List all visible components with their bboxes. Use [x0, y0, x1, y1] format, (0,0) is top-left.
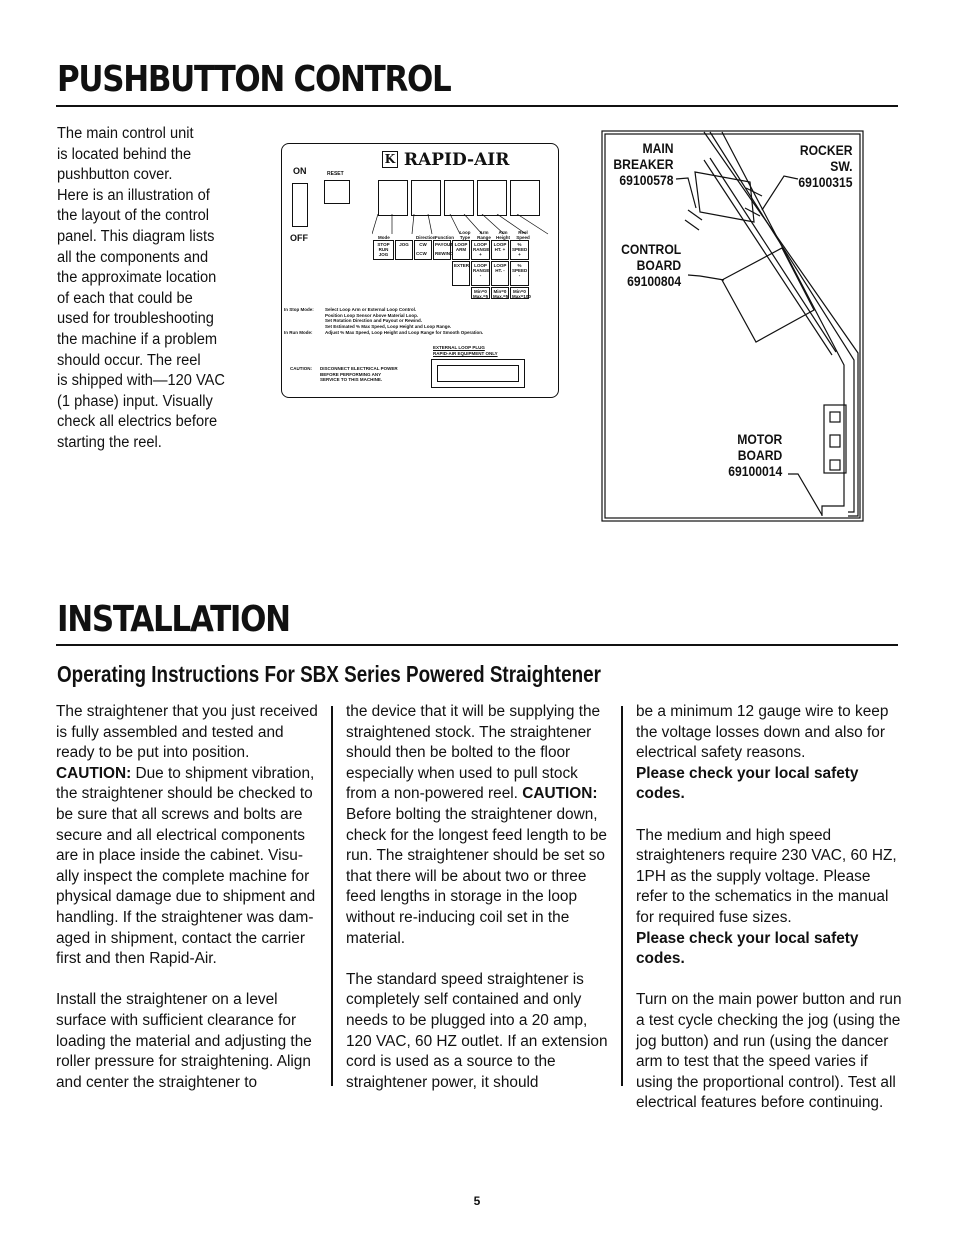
stop-mode-line: Set Rotation Direction and Payout or Rewind.	[325, 318, 423, 324]
col1-caution: CAUTION:	[56, 764, 132, 782]
panel-button[interactable]: % SPEED -	[510, 261, 529, 286]
column-3	[636, 702, 902, 1114]
panel-button-alt-label: REWIND	[435, 251, 454, 256]
col1-caution-text: Due to shipment vibration, the straightener should be checked to be sure that all screws and bolts are secure and all electrical components are in place inside the cabinet. Visu-ally inspect the complete machine for physical damage due to shipment and handling. If the straightener was dam-aged in shipment, contact the carrier first and then Rapid-Air.	[56, 764, 316, 968]
intro-line: the machine if a problem	[57, 330, 218, 348]
intro-line: all the components and	[57, 248, 209, 266]
panel-button[interactable]: JOG	[395, 240, 413, 260]
hdr-mode: Mode	[378, 235, 390, 240]
col3-safety-note-1: Please check your local safety codes.	[636, 764, 859, 803]
panel-button[interactable]: EXTER.	[452, 261, 470, 286]
hdr-arm-range: Arm Range	[477, 230, 491, 240]
hdr-arm-height: Arm Height	[496, 230, 510, 240]
hdr-reel-speed: Reel Speed	[516, 230, 530, 240]
power-switch[interactable]	[292, 183, 308, 227]
intro-line: (1 phase) input. Visually	[57, 392, 213, 410]
stop-mode-line: Select Loop Arm or External Loop Control.	[325, 307, 417, 312]
intro-line: Here is an illustration of	[57, 186, 210, 204]
panel-button[interactable]: LOOP RANGE -	[471, 261, 490, 286]
title-rule	[56, 105, 898, 107]
installation-subtitle: Operating Instructions For SBX Series Powered Straightener	[57, 661, 601, 687]
intro-line: the approximate location	[57, 269, 217, 287]
run-mode-instruction: Adjust % Max Speed, Loop Height and Loop Range for Smooth Operation.	[325, 330, 484, 335]
col2-caution-text: Before bolting the straightener down, check for the longest feed length to be run. The straightener should be set so that there will be about two or three feed lengths in storage in the loop without re-inducing coil set in the material.	[346, 805, 607, 947]
ext-plug-label: EXTERNAL LOOP PLUG	[433, 345, 485, 350]
caution-text	[320, 366, 398, 383]
hdr-function: Function	[435, 235, 454, 240]
panel-button-alt-label: CCW	[416, 251, 427, 256]
col1-para1: The straightener that you just received is fully assembled and tested and ready to be put into position.	[56, 703, 318, 762]
panel-button[interactable]: LOOP ARM	[452, 240, 470, 260]
main-breaker-label: MAIN BREAKER 69100578	[613, 141, 674, 188]
section-title-pushbutton: PUSHBUTTON CONTROL	[57, 59, 451, 100]
panel-button[interactable]: % SPEED +	[510, 240, 529, 260]
column-divider-2	[621, 706, 623, 1086]
col3-para1: be a minimum 12 gauge wire to keep the voltage losses down and also for electrical safety reasons.	[636, 703, 889, 762]
installation-rule	[56, 644, 898, 646]
ext-plug-note: RAPID-AIR EQUIPMENT ONLY	[433, 351, 498, 356]
caution-line: SERVICE TO THIS MACHINE.	[320, 377, 383, 383]
col3-para3: Turn on the main power button and run a test cycle checking the jog (using the jog button) and run (using the dancer arm to test that the speed varies if using the proportional control). Test all electrical features before continuing.	[636, 991, 902, 1112]
intro-line: pushbutton cover.	[57, 166, 173, 184]
control-panel-diagram	[281, 143, 559, 398]
col2-caution: CAUTION:	[522, 785, 598, 803]
stop-mode-line: Set Estimated % Max Speed, Loop Height and Loop Range.	[325, 323, 452, 329]
intro-line: is shipped with—120 VAC	[57, 372, 225, 390]
page-number: 5	[473, 1194, 481, 1208]
rocker-switch-label: ROCKER SW. 69100315	[798, 143, 853, 190]
intro-line: panel. This diagram lists	[57, 227, 215, 245]
column-divider-1	[331, 706, 333, 1086]
caution-line: DISCONNECT ELECTRICAL POWER	[320, 366, 398, 371]
intro-line: the layout of the control	[57, 207, 209, 225]
panel-button[interactable]: LOOP HT. -	[491, 261, 509, 286]
external-loop-plug[interactable]	[431, 359, 525, 388]
intro-line: The main control unit	[57, 125, 194, 142]
col3-para2: The medium and high speed straighteners require 230 VAC, 60 HZ, 1PH as the supply voltage. Please refer to the schematics in the manual for required fuse sizes.	[636, 826, 897, 926]
brand-logo: K RAPID-AIR	[382, 150, 509, 170]
intro-line: should occur. The reel	[57, 351, 201, 369]
hdr-direction: Direction	[416, 235, 436, 240]
control-board-label: CONTROL BOARD 69100804	[621, 242, 682, 289]
stop-mode-label: In Stop Mode:	[284, 307, 314, 312]
intro-line: used for troubleshooting	[57, 310, 214, 328]
column-2	[346, 702, 612, 1093]
motor-board-label: MOTOR BOARD 69100014	[728, 432, 783, 479]
run-mode-label: In Run Mode:	[284, 330, 313, 335]
intro-paragraph	[57, 124, 247, 454]
caution-line: BEFORE PERFORMING ANY	[320, 371, 382, 377]
off-label: OFF	[290, 233, 308, 243]
hdr-loop-type: Loop Type	[459, 230, 471, 240]
section-title-installation: INSTALLATION	[57, 599, 290, 640]
col3-safety-note-2: Please check your local safety codes.	[636, 929, 859, 968]
panel-range-label[interactable]: Min=0 Max.=5	[493, 289, 509, 299]
col2-para2: The standard speed straightener is completely self contained and only needs to be plugged into a 20 amp, 120 VAC, 60 HZ outlet. If an extension cord is used as a source to the straightener power, it should	[346, 970, 608, 1091]
reset-button[interactable]	[324, 180, 350, 204]
reset-label: RESET	[327, 171, 344, 177]
panel-range-label[interactable]: Min=0 Max.=5	[473, 289, 489, 299]
stop-mode-instructions	[325, 307, 451, 329]
stop-mode-line: Position Loop Sensor Above Material Loop.	[325, 312, 419, 318]
on-label: ON	[293, 166, 307, 176]
intro-line: is located behind the	[57, 145, 192, 163]
panel-button[interactable]: PAYOUT	[433, 240, 451, 260]
intro-line: starting the reel.	[57, 433, 162, 451]
intro-line: of each that could be	[57, 289, 193, 307]
panel-button[interactable]: LOOP HT. +	[491, 240, 509, 260]
col2-para1: the device that it will be supplying the straightened stock. The straightener should then be bolted to the floor especially when used to pull stock from a non-powered reel.	[346, 703, 601, 803]
intro-line: check all electrics before	[57, 413, 218, 431]
col1-para2: Install the straightener on a level surface with sufficient clearance for loading the material and adjusting the roller pressure for straightening. Align and center the straightener to	[56, 991, 312, 1091]
caution-label: CAUTION:	[290, 366, 312, 371]
panel-button[interactable]: CW	[414, 240, 432, 260]
panel-range-label[interactable]: Min=0 Max=100	[512, 289, 531, 299]
brand-mark-icon: K	[382, 151, 398, 168]
panel-button[interactable]: STOP RUN JOG	[373, 240, 394, 260]
column-1	[56, 702, 324, 1093]
panel-button[interactable]: LOOP RANGE +	[471, 240, 490, 260]
